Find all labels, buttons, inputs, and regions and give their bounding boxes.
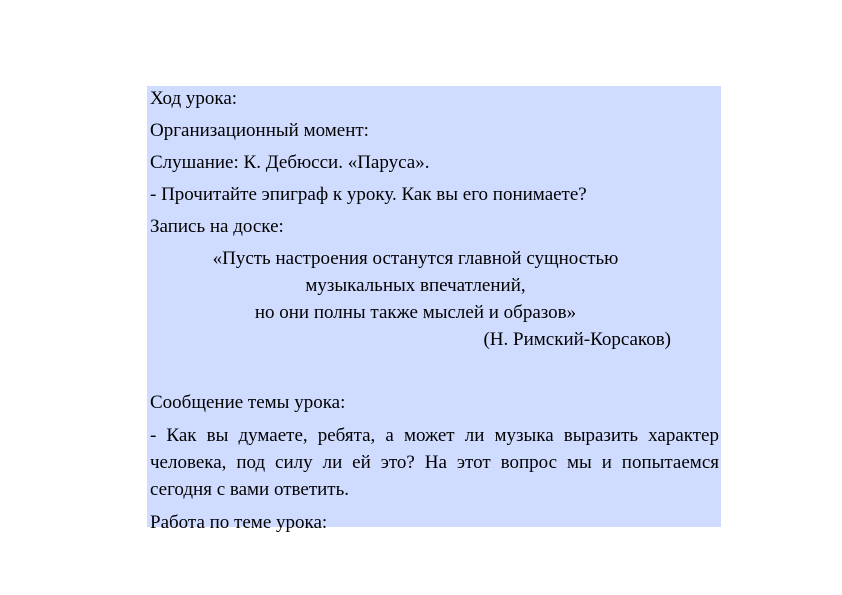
lesson-text-block <box>147 86 721 533</box>
epigraph-line-2: музыкальных впечатлений, <box>305 275 526 296</box>
epigraph-author: (Н. Римский-Корсаков) <box>483 329 671 350</box>
work-heading: Работа по теме урока: <box>150 512 328 533</box>
epigraph-quote <box>150 245 719 353</box>
topic-text: - Как вы думаете, ребята, а может ли музыка выразить характер человека, под силу ли ей это? На этот вопрос мы и попытаемся сегодня с вами ответить. <box>150 425 719 500</box>
listening-line: Слушание: К. Дебюсси. «Паруса». <box>150 152 430 173</box>
board-note-label: Запись на доске: <box>150 216 284 237</box>
epigraph-line-3: но они полны также мыслей и образов» <box>254 302 577 323</box>
org-moment-line: Организационный момент: <box>150 120 369 141</box>
lesson-heading: Ход урока: <box>150 88 238 109</box>
topic-heading: Сообщение темы урока: <box>150 392 346 413</box>
epigraph-question: - Прочитайте эпиграф к уроку. Как вы его понимаете? <box>150 184 587 205</box>
epigraph-line-1: «Пусть настроения останутся главной сущностью <box>212 248 619 269</box>
